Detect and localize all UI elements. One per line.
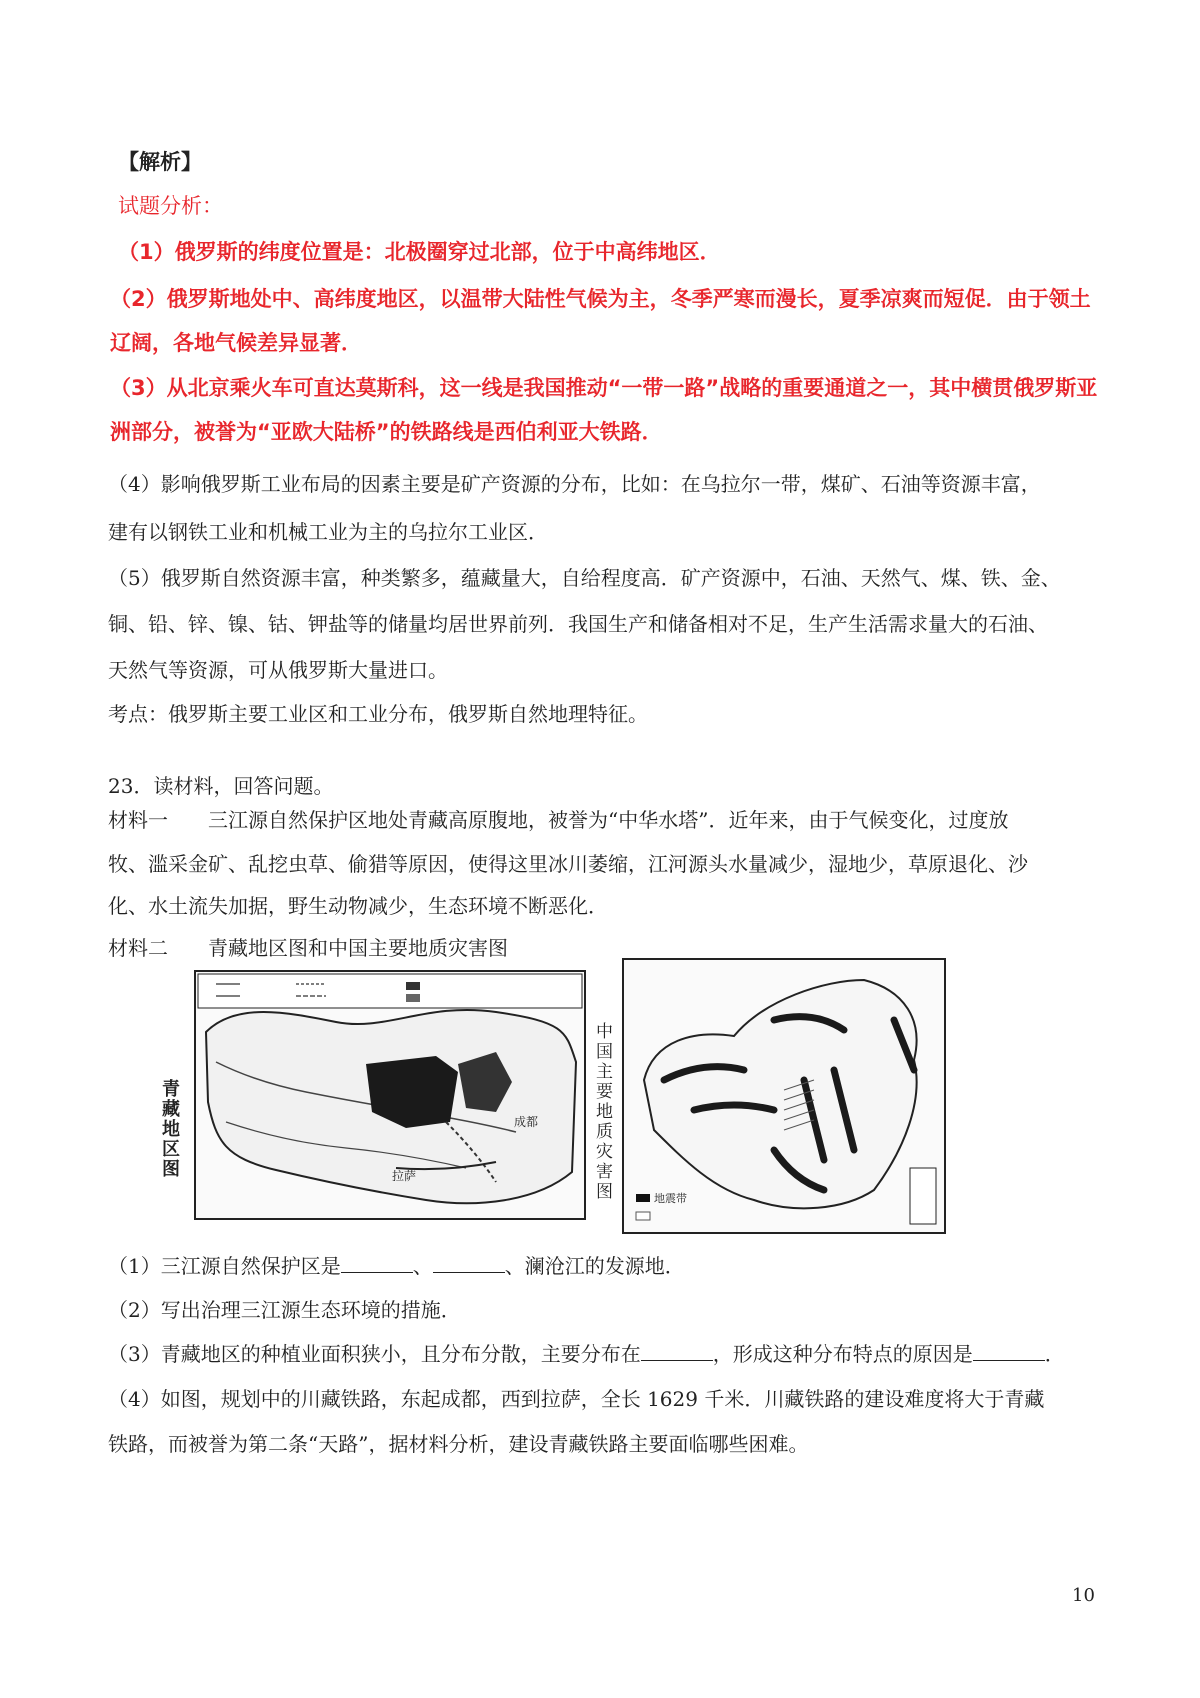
exam-points: 考点：俄罗斯主要工业区和工业分布，俄罗斯自然地理特征。 [108,702,648,726]
answer-blank-3[interactable] [641,1342,713,1361]
qinghai-tibet-map-label: 青藏地区图 [162,1079,180,1180]
subquestion-3-text-a: （3）青藏地区的种植业面积狭小，且分布分散，主要分布在 [108,1342,641,1366]
answer-line-3: 辽阔，各地气候差异显著． [110,331,362,355]
subquestion-1 [108,1250,685,1279]
answer-blank-2[interactable] [433,1254,505,1273]
analysis-line-5c: 天然气等资源，可从俄罗斯大量进口。 [108,658,448,682]
answer-line-2: （2）俄罗斯地处中、高纬度地区，以温带大陆性气候为主，冬季严寒而漫长，夏季凉爽而短促．由于领土 [110,287,1091,311]
material1-line-2: 牧、滥采金矿、乱挖虫草、偷猎等原因，使得这里冰川萎缩，江河源头水量减少，湿地少，草原退化、沙 [108,852,1028,876]
qinghai-tibet-map [194,970,586,1220]
answer-line-5: 洲部分，被誉为“亚欧大陆桥”的铁路线是西伯利亚大铁路． [110,420,663,444]
answer-line-1: （1）俄罗斯的纬度位置是：北极圈穿过北部，位于中高纬地区． [118,240,721,264]
material1-line-1: 材料一 三江源自然保护区地处青藏高原腹地，被誉为“中华水塔”．近年来，由于气候变化，过度放 [108,808,1009,832]
analysis-line-5b: 铜、铅、锌、镍、钴、钾盐等的储量均居世界前列．我国生产和储备相对不足，生产生活需求量大的石油、 [108,612,1048,636]
subquestion-3-text-c: ． [1044,1342,1065,1366]
china-hazard-map-drawing [624,960,944,1232]
china-hazard-map-label: 中国主要地质灾害图 [596,1022,613,1202]
subquestion-1-text-b: 、澜沧江的发源地． [504,1254,685,1278]
subquestion-2: （2）写出治理三江源生态环境的措施． [108,1298,461,1322]
answer-line-4: （3）从北京乘火车可直达莫斯科，这一线是我国推动“一带一路”战略的重要通道之一，其中横贯俄罗斯亚 [110,376,1098,400]
question-title: 23．读材料，回答问题。 [108,774,334,798]
analysis-line-5a: （5）俄罗斯自然资源丰富，种类繁多，蕴藏量大，自给程度高．矿产资源中，石油、天然气、煤、铁、金、 [108,566,1061,590]
subquestion-4-line-2: 铁路，而被誉为第二条“天路”，据材料分析，建设青藏铁路主要面临哪些困难。 [108,1432,809,1456]
subquestion-3-text-b: ，形成这种分布特点的原因是 [712,1342,973,1366]
subquestion-1-sep: 、 [412,1254,433,1278]
subquestion-4-line-1: （4）如图，规划中的川藏铁路，东起成都，西到拉萨，全长 1629 千米．川藏铁路的建设难度将大于青藏 [108,1387,1045,1411]
answer-blank-1[interactable] [341,1254,413,1273]
subquestion-1-text-a: （1）三江源自然保护区是 [108,1254,341,1278]
answer-blank-4[interactable] [973,1342,1045,1361]
qinghai-tibet-map-drawing [196,972,584,1218]
analysis-subheader: 试题分析： [118,194,223,218]
analysis-line-4a: （4）影响俄罗斯工业布局的因素主要是矿产资源的分布，比如：在乌拉尔一带，煤矿、石油等资源丰富， [108,472,1041,496]
hazard-legend-label: 地震带 [654,1192,687,1205]
material1-line-3: 化、水土流失加据，野生动物减少，生态环境不断恶化． [108,894,608,918]
page-number: 10 [1072,1585,1095,1606]
analysis-header: 【解析】 [118,150,202,174]
lhasa-label: 拉萨 [392,1169,417,1183]
china-hazard-map [622,958,946,1234]
material2: 材料二 青藏地区图和中国主要地质灾害图 [108,936,508,960]
chengdu-label: 成都 [514,1115,539,1129]
analysis-line-4b: 建有以钢铁工业和机械工业为主的乌拉尔工业区． [108,520,548,544]
subquestion-3 [108,1338,1065,1367]
